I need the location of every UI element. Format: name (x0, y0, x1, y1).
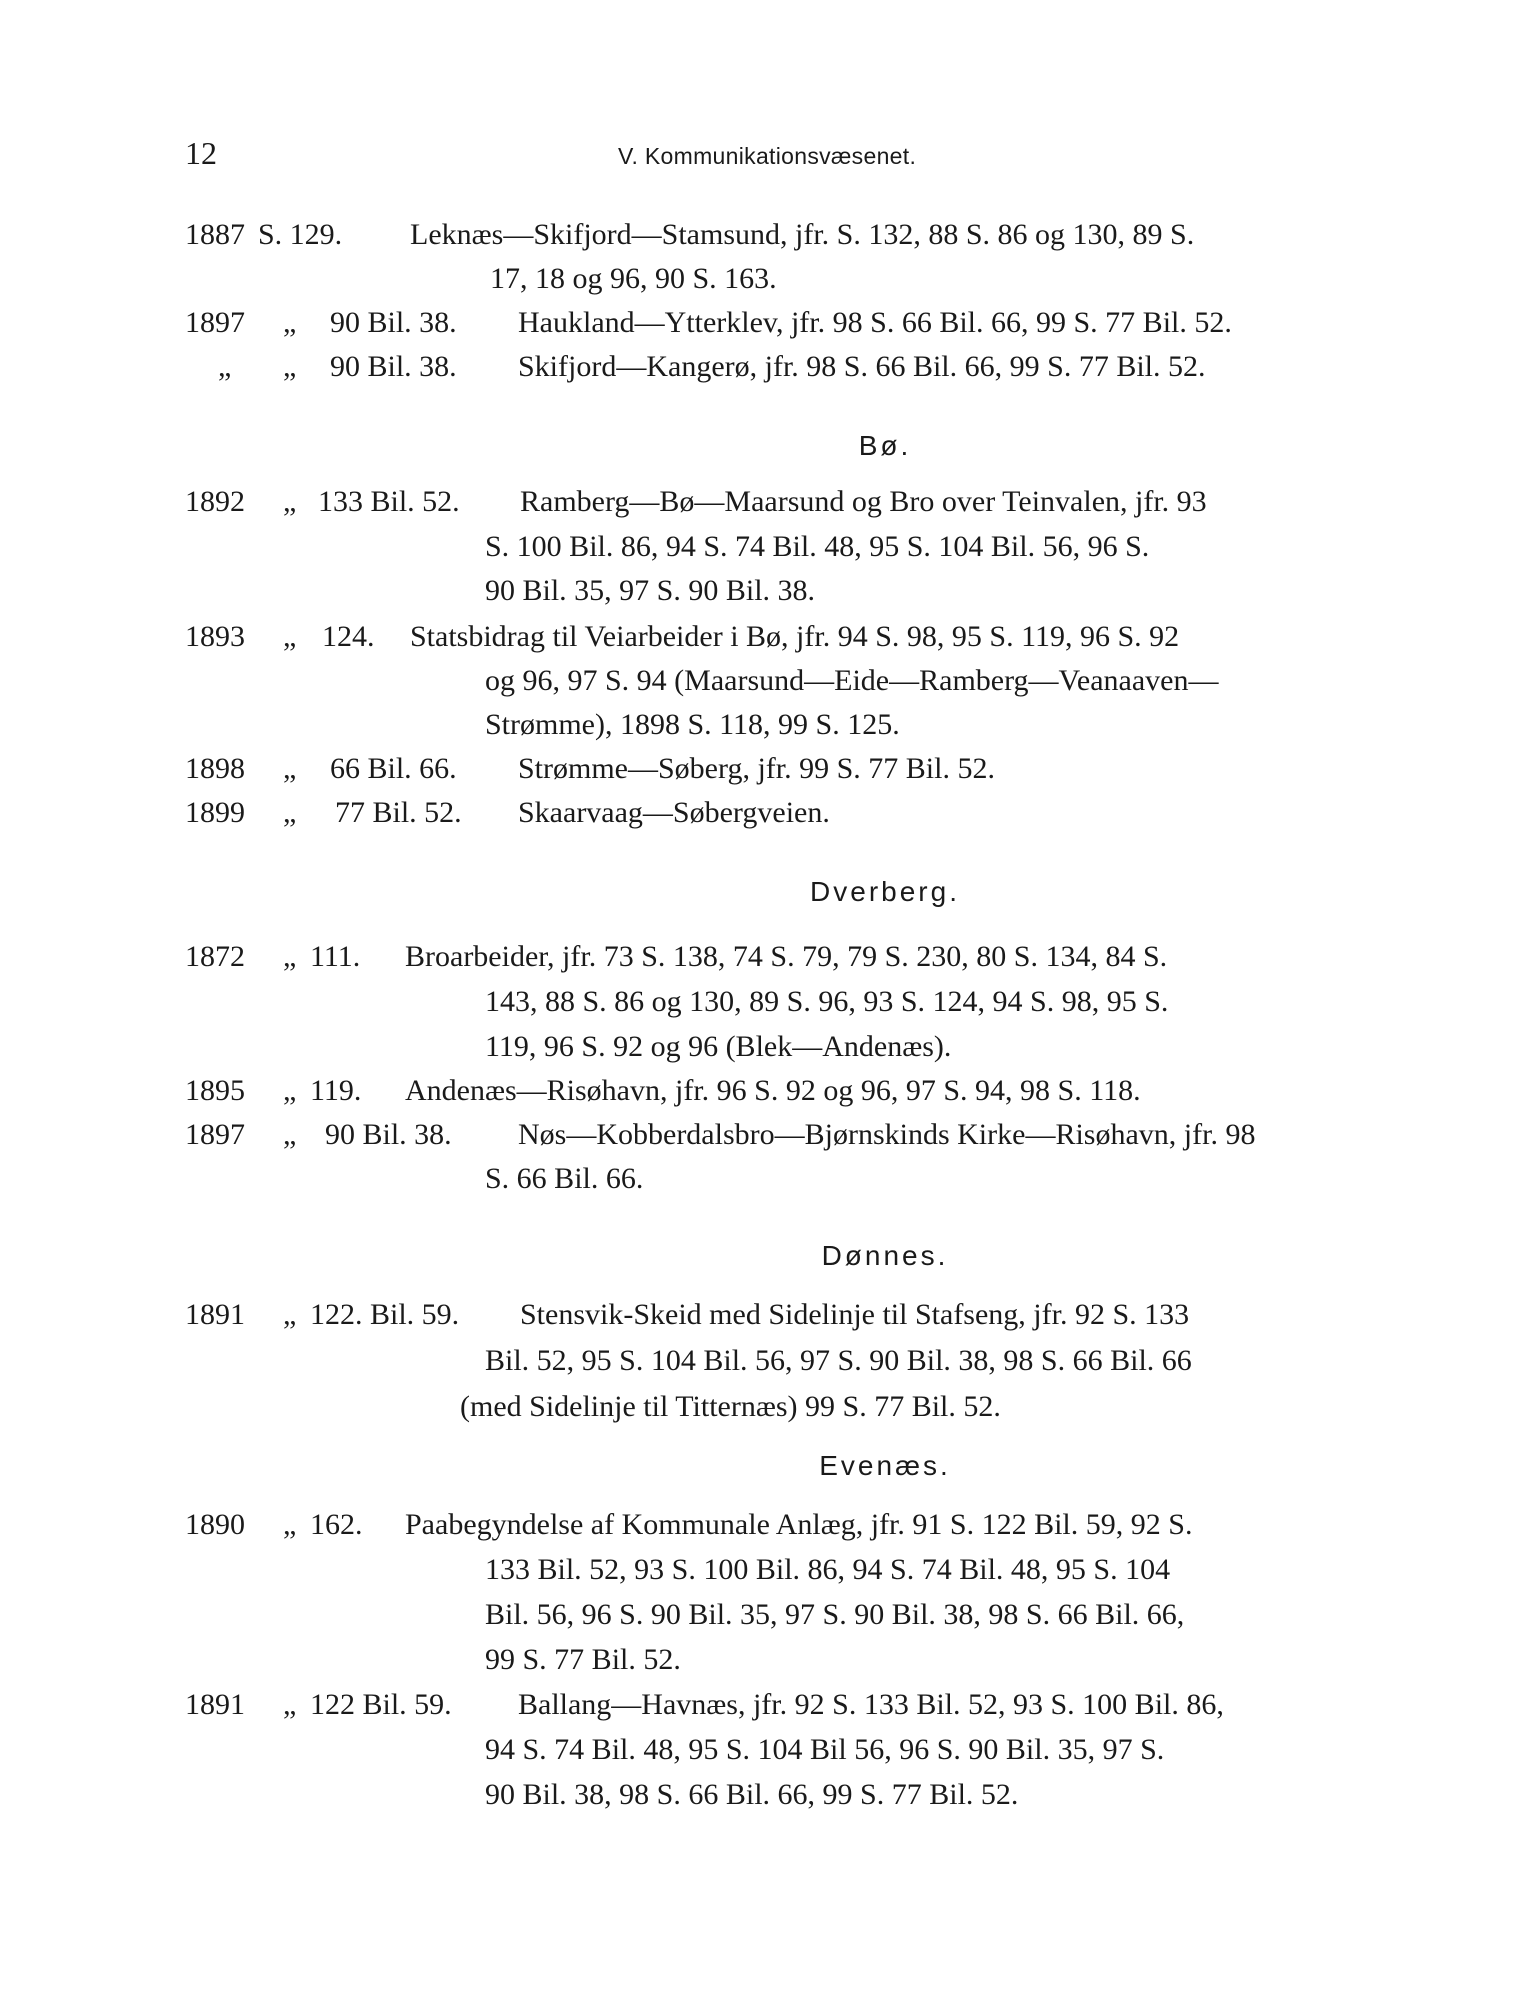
section-heading-dverberg: Dverberg. (810, 876, 960, 907)
entry-year: 1893 (185, 620, 245, 653)
entry-text-line: 90 Bil. 38, 98 S. 66 Bil. 66, 99 S. 77 Bil. 52. (485, 1778, 1019, 1811)
entry-ref: 119. (310, 1074, 362, 1107)
entry-text-line: og 96, 97 S. 94 (Maarsund—Eide—Ramberg—Veanaaven— (485, 664, 1219, 697)
entry-ref: S. 129. (258, 218, 343, 251)
entry-text-line: Strømme), 1898 S. 118, 99 S. 125. (485, 708, 900, 741)
entry-ref: 162. (310, 1508, 363, 1541)
entry-text-line: Haukland—Ytterklev, jfr. 98 S. 66 Bil. 66, 99 S. 77 Bil. 52. (518, 306, 1232, 339)
ditto-mark: „ (283, 1074, 297, 1107)
ditto-mark: „ (283, 1298, 297, 1331)
section-heading-donnes: Dønnes. (821, 1240, 949, 1271)
section-heading-bo: Bø. (858, 430, 912, 461)
entry-year: 1897 (185, 306, 245, 339)
ditto-mark: „ (283, 796, 297, 829)
entry-text-line: 143, 88 S. 86 og 130, 89 S. 96, 93 S. 124, 94 S. 98, 95 S. (485, 985, 1169, 1018)
entry-text-line: Ballang—Havnæs, jfr. 92 S. 133 Bil. 52, 93 S. 100 Bil. 86, (518, 1688, 1224, 1721)
entry-ref: 122. Bil. 59. (310, 1298, 460, 1331)
entry-ref: 124. (322, 620, 375, 653)
ditto-mark: „ (283, 1508, 297, 1541)
entry-text-line: Bil. 56, 96 S. 90 Bil. 35, 97 S. 90 Bil. 38, 98 S. 66 Bil. 66, (485, 1598, 1185, 1631)
entry-text-line: Leknæs—Skifjord—Stamsund, jfr. S. 132, 88 S. 86 og 130, 89 S. (410, 218, 1195, 251)
entry-ref: 133 Bil. 52. (318, 485, 460, 518)
entry-text-line: Andenæs—Risøhavn, jfr. 96 S. 92 og 96, 97 S. 94, 98 S. 118. (405, 1074, 1141, 1107)
entry-text-line: 133 Bil. 52, 93 S. 100 Bil. 86, 94 S. 74 Bil. 48, 95 S. 104 (485, 1553, 1171, 1586)
entry-ref: 111. (310, 940, 361, 973)
entry-year: 1890 (185, 1508, 245, 1541)
entry-text-line: Paabegyndelse af Kommunale Anlæg, jfr. 91 S. 122 Bil. 59, 92 S. (405, 1508, 1193, 1541)
entry-text-line: Statsbidrag til Veiarbeider i Bø, jfr. 94 S. 98, 95 S. 119, 96 S. 92 (410, 620, 1180, 653)
entry-text-line: Skaarvaag—Søbergveien. (518, 796, 830, 829)
entry-year: „ (218, 350, 232, 383)
ditto-mark: „ (283, 485, 297, 518)
entry-text-line: 90 Bil. 35, 97 S. 90 Bil. 38. (485, 574, 816, 607)
entry-text-line: Stensvik-Skeid med Sidelinje til Stafseng, jfr. 92 S. 133 (520, 1298, 1190, 1331)
entry-year: 1899 (185, 796, 245, 829)
ditto-mark: „ (283, 620, 297, 653)
entry-ref: 122 Bil. 59. (310, 1688, 452, 1721)
running-title: V. Kommunikationsvæsenet. (618, 143, 917, 169)
ditto-mark: „ (283, 306, 297, 339)
entry-text-line: S. 100 Bil. 86, 94 S. 74 Bil. 48, 95 S. 104 Bil. 56, 96 S. (485, 530, 1150, 563)
entry-text-line: 17, 18 og 96, 90 S. 163. (490, 262, 777, 295)
entry-text-line: (med Sidelinje til Titternæs) 99 S. 77 Bil. 52. (460, 1390, 1001, 1423)
entry-ref: 77 Bil. 52. (335, 796, 462, 829)
entry-year: 1887 (185, 218, 245, 251)
entry-year: 1891 (185, 1298, 245, 1331)
entry-year: 1892 (185, 485, 245, 518)
entry-text-line: 94 S. 74 Bil. 48, 95 S. 104 Bil 56, 96 S. 90 Bil. 35, 97 S. (485, 1733, 1165, 1766)
entry-text-line: S. 66 Bil. 66. (485, 1162, 644, 1195)
ditto-mark: „ (283, 940, 297, 973)
entry-text-line: 119, 96 S. 92 og 96 (Blek—Andenæs). (485, 1030, 952, 1063)
entry-ref: 66 Bil. 66. (330, 752, 457, 785)
entry-text-line: Strømme—Søberg, jfr. 99 S. 77 Bil. 52. (518, 752, 995, 785)
entry-year: 1872 (185, 940, 245, 973)
ditto-mark: „ (283, 350, 297, 383)
entry-text-line: Ramberg—Bø—Maarsund og Bro over Teinvalen, jfr. 93 (520, 485, 1207, 518)
entry-year: 1898 (185, 752, 245, 785)
entry-text-line: Skifjord—Kangerø, jfr. 98 S. 66 Bil. 66, 99 S. 77 Bil. 52. (518, 350, 1206, 383)
entry-year: 1895 (185, 1074, 245, 1107)
ditto-mark: „ (283, 752, 297, 785)
entry-text-line: Bil. 52, 95 S. 104 Bil. 56, 97 S. 90 Bil. 38, 98 S. 66 Bil. 66 (485, 1344, 1192, 1377)
entry-ref: 90 Bil. 38. (325, 1118, 452, 1151)
entry-text-line: Broarbeider, jfr. 73 S. 138, 74 S. 79, 79 S. 230, 80 S. 134, 84 S. (405, 940, 1168, 973)
entry-year: 1897 (185, 1118, 245, 1151)
entry-ref: 90 Bil. 38. (330, 350, 457, 383)
entry-text-line: Nøs—Kobberdalsbro—Bjørnskinds Kirke—Risøhavn, jfr. 98 (518, 1118, 1256, 1151)
ditto-mark: „ (283, 1688, 297, 1721)
entry-year: 1891 (185, 1688, 245, 1721)
section-heading-evenaes: Evenæs. (819, 1450, 951, 1481)
entry-text-line: 99 S. 77 Bil. 52. (485, 1643, 681, 1676)
page-number: 12 (185, 135, 217, 171)
entry-ref: 90 Bil. 38. (330, 306, 457, 339)
ditto-mark: „ (283, 1118, 297, 1151)
